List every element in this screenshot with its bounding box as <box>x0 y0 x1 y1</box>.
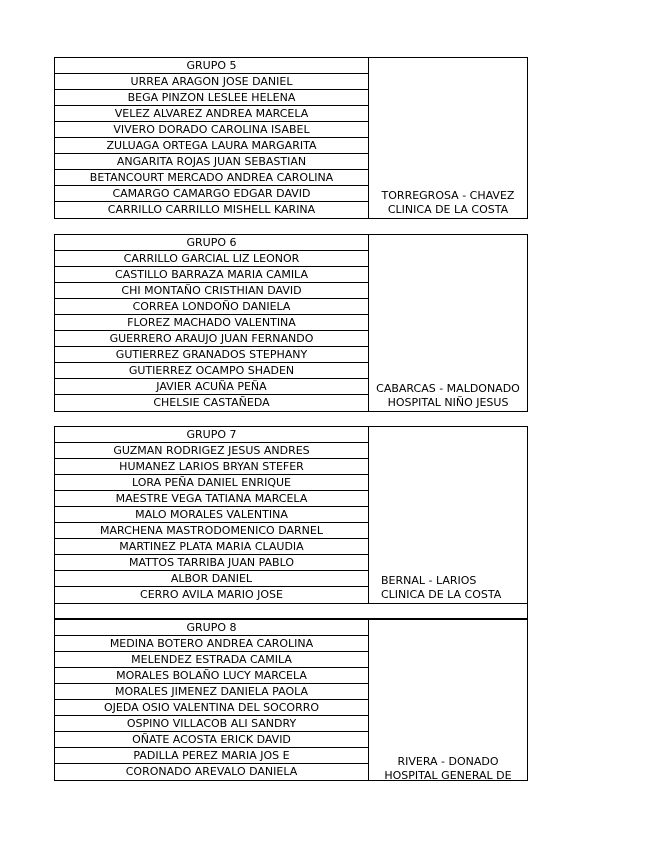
place-label: HOSPITAL GENERAL DE <box>384 769 512 781</box>
place-label: CLINICA DE LA COSTA <box>387 203 509 216</box>
member-row: OJEDA OSIO VALENTINA DEL SOCORRO <box>55 700 368 716</box>
member-row: MORALES JIMENEZ DANIELA PAOLA <box>55 684 368 700</box>
member-row: CAMARGO CAMARGO EDGAR DAVID <box>55 186 368 202</box>
group-7-names <box>54 426 369 604</box>
member-row: CASTILLO BARRAZA MARIA CAMILA <box>55 267 368 283</box>
member-row: JAVIER ACUÑA PEÑA <box>55 379 368 395</box>
member-row: PADILLA PEREZ MARIA JOS E <box>55 748 368 764</box>
member-row: VELEZ ALVAREZ ANDREA MARCELA <box>55 106 368 122</box>
group-8-block <box>54 619 528 781</box>
member-row: HUMANEZ LARIOS BRYAN STEFER <box>55 459 368 475</box>
member-row: MELENDEZ ESTRADA CAMILA <box>55 652 368 668</box>
group-8-assignment <box>368 619 528 781</box>
member-row: URREA ARAGON JOSE DANIEL <box>55 74 368 90</box>
member-row: GUTIERREZ GRANADOS STEPHANY <box>55 347 368 363</box>
member-row: ZULUAGA ORTEGA LAURA MARGARITA <box>55 138 368 154</box>
member-row: OÑATE ACOSTA ERICK DAVID <box>55 732 368 748</box>
member-row: MALO MORALES VALENTINA <box>55 507 368 523</box>
group-title: GRUPO 7 <box>55 427 368 443</box>
member-row: MORALES BOLAÑO LUCY MARCELA <box>55 668 368 684</box>
member-row: CARRILLO GARCIAL LIZ LEONOR <box>55 251 368 267</box>
member-row: CORREA LONDOÑO DANIELA <box>55 299 368 315</box>
tutors-label: TORREGROSA - CHAVEZ <box>381 189 515 202</box>
member-row: BEGA PINZON LESLEE HELENA <box>55 90 368 106</box>
member-row: BETANCOURT MERCADO ANDREA CAROLINA <box>55 170 368 186</box>
member-row: CORONADO AREVALO DANIELA <box>125 765 298 778</box>
group-7-block <box>54 426 528 604</box>
group-7-assignment <box>368 426 528 604</box>
group-6-block <box>54 234 528 412</box>
member-row: MARCHENA MASTRODOMENICO DARNEL <box>55 523 368 539</box>
member-row: GUZMAN RODRIGEZ JESUS ANDRES <box>55 443 368 459</box>
member-row: ALBOR DANIEL <box>55 571 368 587</box>
member-row: MARTINEZ PLATA MARIA CLAUDIA <box>55 539 368 555</box>
member-row: VIVERO DORADO CAROLINA ISABEL <box>55 122 368 138</box>
member-row: ANGARITA ROJAS JUAN SEBASTIAN <box>55 154 368 170</box>
member-row: OSPINO VILLACOB ALI SANDRY <box>55 716 368 732</box>
member-row: GUTIERREZ OCAMPO SHADEN <box>55 363 368 379</box>
group-8-names <box>54 619 369 781</box>
group-6-names <box>54 234 369 412</box>
place-label: HOSPITAL NIÑO JESUS <box>387 396 509 409</box>
member-row: FLOREZ MACHADO VALENTINA <box>55 315 368 331</box>
member-row: CERRO AVILA MARIO JOSE <box>140 588 283 601</box>
member-row: CHELSIE CASTAÑEDA <box>153 396 270 409</box>
group-5-assignment <box>368 57 528 219</box>
tutors-label: CABARCAS - MALDONADO <box>376 382 520 395</box>
member-row: MATTOS TARRIBA JUAN PABLO <box>55 555 368 571</box>
empty-separator-row <box>54 603 528 619</box>
tutors-label: RIVERA - DONADO <box>397 755 499 768</box>
group-title: GRUPO 8 <box>55 620 368 636</box>
group-title: GRUPO 5 <box>55 58 368 74</box>
member-row: MEDINA BOTERO ANDREA CAROLINA <box>55 636 368 652</box>
group-5-names <box>54 57 369 219</box>
member-row: LORA PEÑA DANIEL ENRIQUE <box>55 475 368 491</box>
member-row: GUERRERO ARAUJO JUAN FERNANDO <box>55 331 368 347</box>
group-5-block <box>54 57 528 219</box>
group-title: GRUPO 6 <box>55 235 368 251</box>
tutors-label: BERNAL - LARIOS <box>381 574 477 587</box>
member-row: CHI MONTAÑO CRISTHIAN DAVID <box>55 283 368 299</box>
member-row: MAESTRE VEGA TATIANA MARCELA <box>55 491 368 507</box>
group-6-assignment <box>368 234 528 412</box>
member-row: CARRILLO CARRILLO MISHELL KARINA <box>107 203 316 216</box>
place-label: CLINICA DE LA COSTA <box>381 588 502 601</box>
